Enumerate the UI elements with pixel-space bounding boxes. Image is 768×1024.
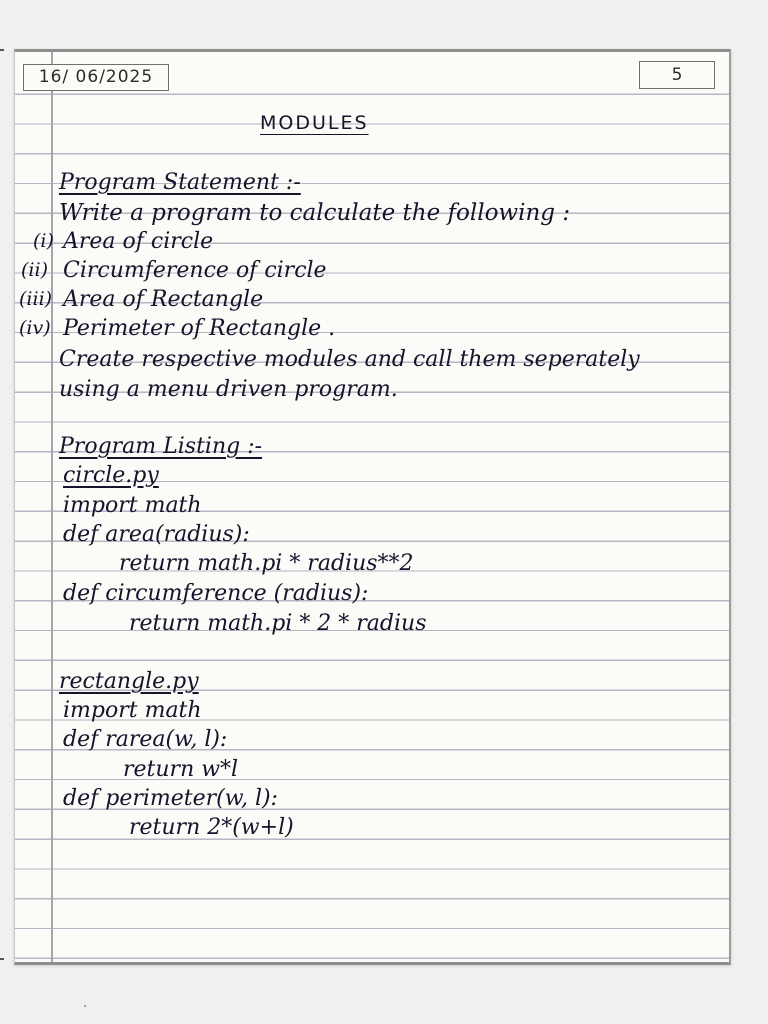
list-item-text: Perimeter of Rectangle . — [63, 316, 336, 341]
page-title: MODULES — [260, 112, 369, 134]
code-line: import math — [63, 493, 202, 518]
date-box: 16/ 06/2025 — [23, 64, 169, 91]
margin-line — [51, 52, 53, 962]
instruction-line: Create respective modules and call them seperately — [59, 347, 640, 372]
filename-circle: circle.py — [63, 463, 159, 488]
code-line: return math.pi * radius**2 — [119, 551, 414, 576]
list-item-text: Area of circle — [63, 229, 214, 254]
code-line: def circumference (radius): — [63, 581, 369, 606]
list-item-text: Area of Rectangle — [63, 287, 264, 312]
list-item-marker: (iii) — [19, 288, 53, 310]
page-number-box: 5 — [639, 61, 715, 89]
page-edge-mark-bottom — [0, 958, 4, 960]
program-statement-heading: Program Statement :- — [59, 170, 301, 195]
code-line: return 2*(w+l) — [129, 815, 294, 840]
code-line: return w*l — [123, 757, 239, 782]
code-line: return math.pi * 2 * radius — [129, 611, 427, 636]
code-line: def rarea(w, l): — [63, 727, 228, 752]
code-line: def perimeter(w, l): — [63, 786, 278, 811]
code-line: def area(radius): — [63, 522, 250, 547]
list-item-marker: (ii) — [21, 259, 48, 281]
code-line: import math — [63, 698, 202, 723]
filename-rectangle: rectangle.py — [59, 669, 199, 694]
paper-speck — [84, 1005, 86, 1007]
program-statement-intro: Write a program to calculate the following : — [59, 200, 571, 226]
program-listing-heading: Program Listing :- — [59, 434, 263, 459]
list-item-marker: (iv) — [19, 317, 51, 339]
notebook-page — [14, 49, 731, 965]
instruction-line: using a menu driven program. — [59, 377, 398, 402]
page-edge-mark — [0, 49, 4, 51]
list-item-text: Circumference of circle — [63, 258, 327, 283]
list-item-marker: (i) — [33, 230, 54, 252]
